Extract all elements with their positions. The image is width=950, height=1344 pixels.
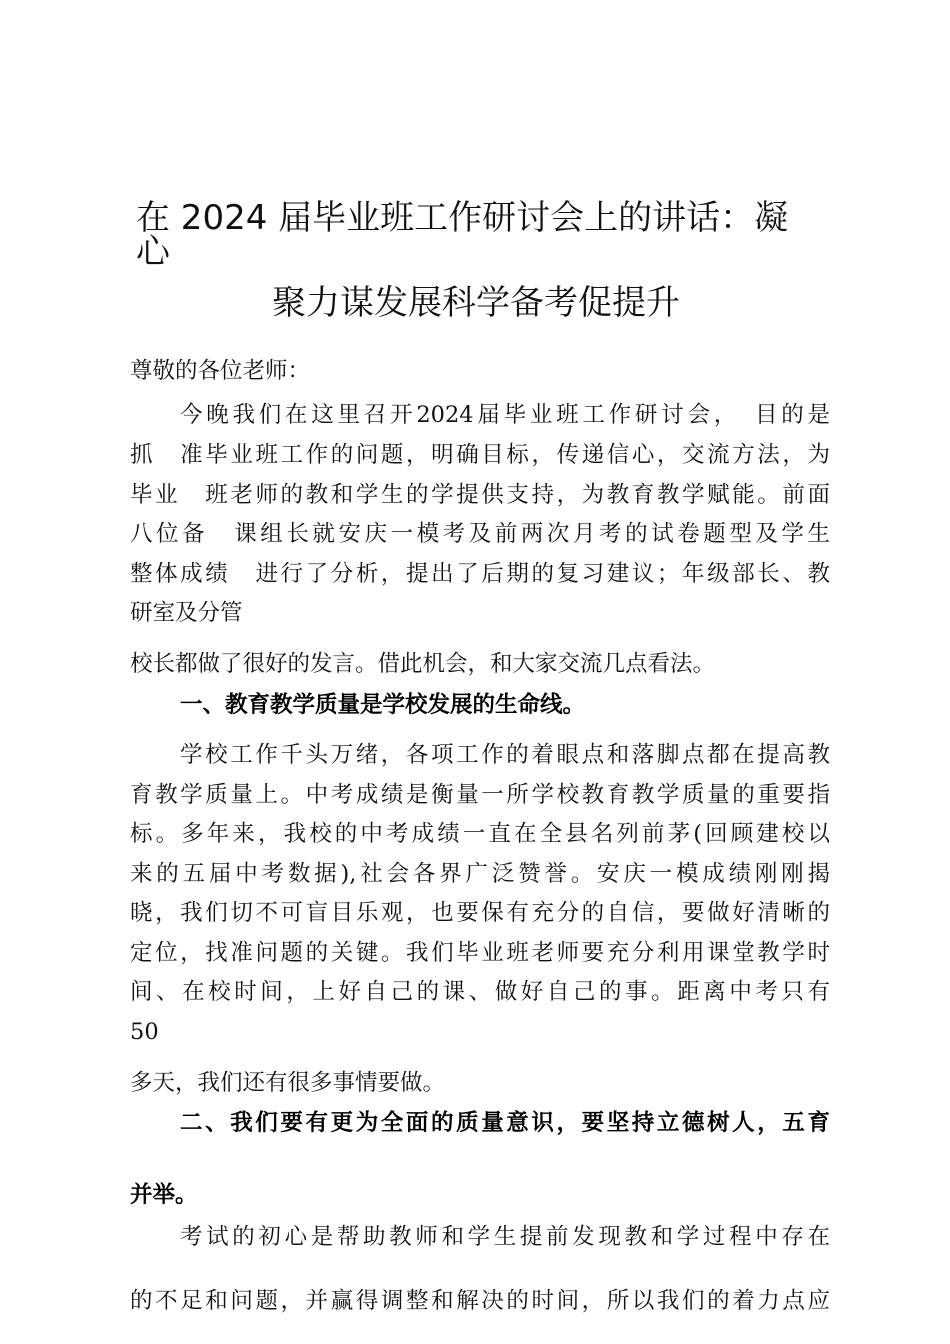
section-1-line: 多天，我们还有很多事情要做。 — [130, 1070, 446, 1096]
section-1-line: 标。多年来，我校的中考成绩一直在全县名列前茅(回顾建校以 — [130, 821, 830, 847]
intro-line: 整体成绩 进行了分析，提出了后期的复习建议；年级部长、教 — [130, 561, 830, 587]
intro-line: 八位备 课组长就安庆一模考及前两次月考的试卷题型及学生 — [130, 521, 830, 547]
section-2-heading-line-1: 二、我们要有更为全面的质量意识，要坚持立德树人，五育 — [180, 1110, 830, 1136]
intro-line: 毕业 班老师的教和学生的学提供支持，为教育教学赋能。前面 — [130, 482, 830, 508]
section-1-line: 来的五届中考数据),社会各界广泛赞誉。安庆一模成绩刚刚揭 — [130, 861, 830, 887]
section-1-line: 间、在校时间，上好自己的课、做好自己的事。距离中考只有 — [130, 979, 830, 1005]
document-title-line-1: 在 2024 届毕业班工作研讨会上的讲话：凝 — [136, 198, 789, 238]
intro-line: 抓 准毕业班工作的问题，明确目标，传递信心，交流方法，为 — [130, 442, 830, 468]
section-2-line: 考试的初心是帮助教师和学生提前发现教和学过程中存在 — [180, 1224, 830, 1250]
document-title-line-2: 心 — [136, 232, 170, 272]
section-1-line: 50 — [130, 1019, 159, 1045]
section-1-line: 育教学质量上。中考成绩是衡量一所学校教育教学质量的重要指 — [130, 782, 830, 808]
section-1-line: 定位，找准问题的关键。我们毕业班老师要充分利用课堂教学时 — [130, 940, 830, 966]
document-title-line-3: 聚力谋发展科学备考促提升 — [272, 283, 680, 323]
section-2-heading-line-2: 并举。 — [130, 1182, 198, 1208]
section-1-heading: 一、教育教学质量是学校发展的生命线。 — [180, 692, 586, 718]
intro-line: 校长都做了很好的发言。借此机会，和大家交流几点看法。 — [130, 651, 716, 677]
section-1-line: 学校工作千头万绪，各项工作的着眼点和落脚点都在提高教 — [180, 742, 830, 768]
section-2-line: 的不足和问题，并赢得调整和解决的时间，所以我们的着力点应 — [130, 1288, 830, 1314]
intro-line: 研室及分管 — [130, 600, 243, 626]
intro-line: 今晚我们在这里召开2024届毕业班工作研讨会， 目的是 — [180, 402, 830, 428]
section-1-line: 晓，我们切不可盲目乐观，也要保有充分的自信，要做好清晰的 — [130, 900, 830, 926]
salutation: 尊敬的各位老师： — [130, 358, 311, 384]
